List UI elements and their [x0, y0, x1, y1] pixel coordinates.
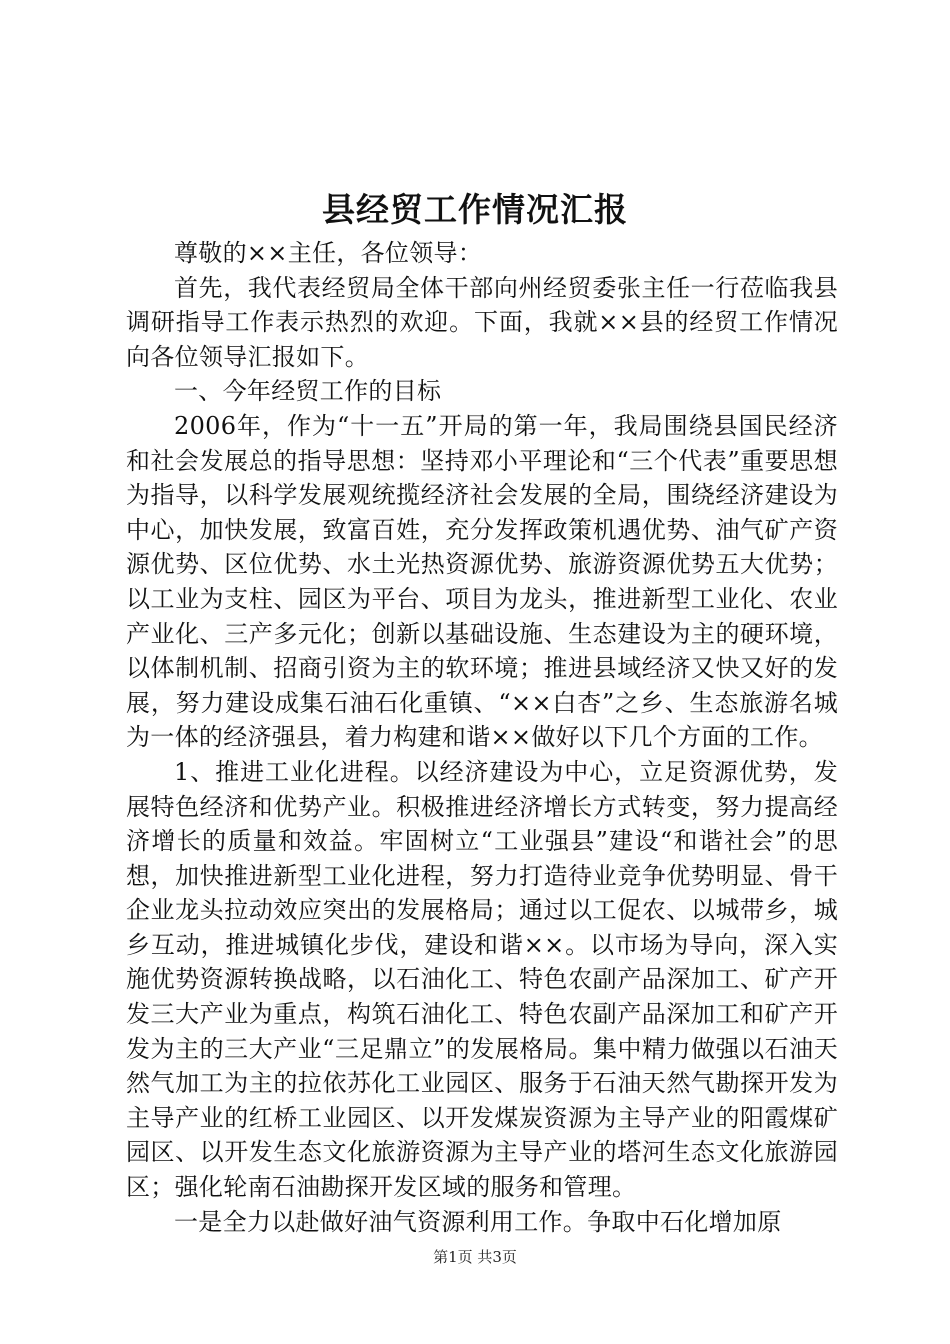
oil-gas-paragraph: 一是全力以赴做好油气资源利用工作。争取中石化增加原 — [174, 1207, 782, 1236]
section-heading: 一、今年经贸工作的目标 — [174, 377, 442, 406]
document-title: 县经贸工作情况汇报 — [322, 190, 628, 229]
document-body — [126, 236, 838, 1239]
goals-paragraph: 2006年，作为“十一五”开局的第一年，我局围绕县国民经济和社会发展总的指导思想：坚持邓小平理论和“三个代表”重要思想为指导，以科学发展观统揽经济社会发展的全局，围绕经济建设为中心，加快发展，致富百姓，充分发挥政策机遇优势、油气矿产资源优势、区位优势、水土光热资源优势、旅游资源优势五大优势；以工业为支柱、园区为平台、项目为龙头，推进新型工业化、农业产业化、三产多元化；创新以基础设施、生态建设为主的硬环境，以体制机制、招商引资为主的软环境；推进县域经济又快又好的发展，努力建设成集石油石化重镇、“××白杏”之乡、生态旅游名城为一体的经济强县，着力构建和谐××做好以下几个方面的工作。 — [126, 411, 838, 752]
industrialization-paragraph: 1、推进工业化进程。以经济建设为中心，立足资源优势，发展特色经济和优势产业。积极推进经济增长方式转变，努力提高经济增长的质量和效益。牢固树立“工业强县”建设“和谐社会”的思想，加快推进新型工业化进程，努力打造待业竞争优势明显、骨干企业龙头拉动效应突出的发展格局；通过以工促农、以城带乡，城乡互动，推进城镇化步伐，建设和谐××。以市场为导向，深入实施优势资源转换战略，以石油化工、特色农副产品深加工、矿产开发三大产业为重点，构筑石油化工、特色农副产品深加工和矿产开发为主的三大产业“三足鼎立”的发展格局。集中精力做强以石油天然气加工为主的拉依苏化工业园区、服务于石油天然气勘探开发为主导产业的红桥工业园区、以开发煤炭资源为主导产业的阳霞煤矿园区、以开发生态文化旅游资源为主导产业的塔河生态文化旅游园区；强化轮南石油勘探开发区域的服务和管理。 — [126, 757, 838, 1202]
intro-paragraph: 首先，我代表经贸局全体干部向州经贸委张主任一行莅临我县调研指导工作表示热烈的欢迎。下面，我就××县的经贸工作情况向各位领导汇报如下。 — [126, 273, 838, 371]
page-number-footer: 第1页 共3页 — [433, 1248, 517, 1266]
salutation-paragraph: 尊敬的××主任，各位领导： — [174, 239, 483, 267]
